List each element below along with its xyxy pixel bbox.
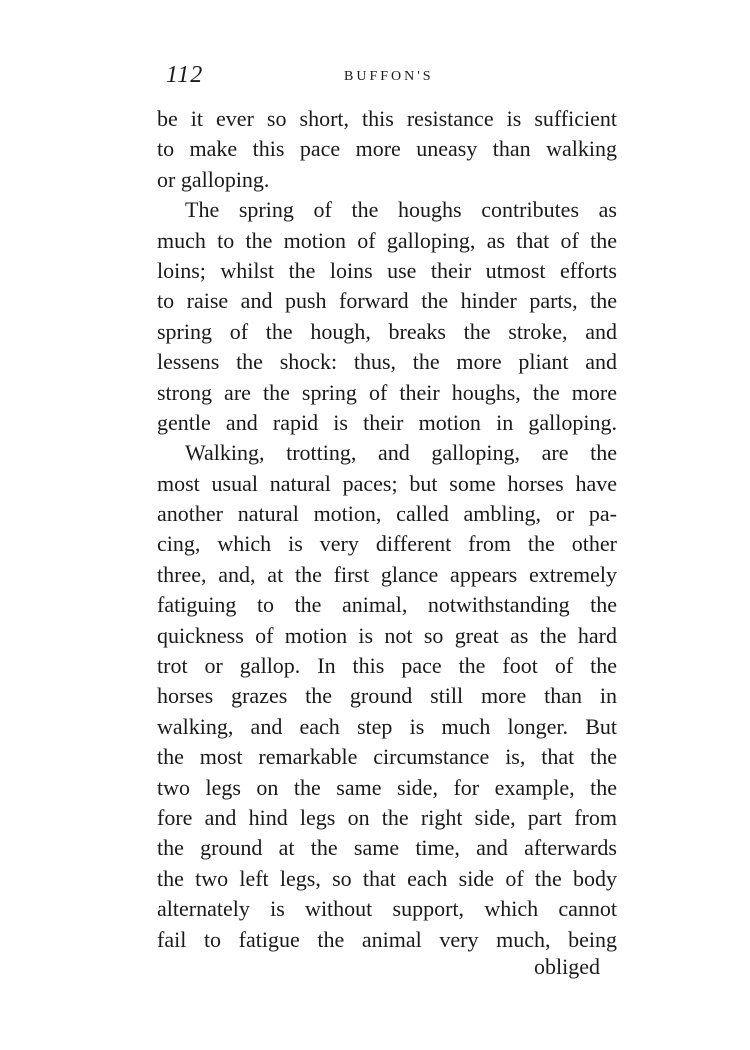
paragraph-first-line: The spring of the houghs contributes as <box>185 197 617 223</box>
text-line: quickness of motion is not so great as the hard <box>157 622 617 648</box>
text-line: fatiguing to the animal, notwithstanding the <box>157 592 617 618</box>
text-line: cing, which is very different from the other <box>157 531 617 557</box>
text-line: spring of the hough, breaks the stroke, and <box>157 318 617 344</box>
text-line: or galloping. <box>157 166 270 192</box>
text-line: walking, and each step is much longer. But <box>157 713 617 739</box>
text-line: two legs on the same side, for example, the <box>157 774 617 800</box>
text-line: to make this pace more uneasy than walking <box>157 136 617 162</box>
text-line: be it ever so short, this resistance is sufficient <box>157 106 617 131</box>
text-line: the ground at the same time, and afterwards <box>157 835 617 861</box>
text-line: horses grazes the ground still more than in <box>157 683 617 709</box>
text-line: loins; whilst the loins use their utmost efforts <box>157 257 617 283</box>
body-text <box>157 104 617 955</box>
text-line: three, and, at the first glance appears extremely <box>157 561 617 587</box>
text-line: the most remarkable circumstance is, that the <box>157 744 617 770</box>
text-line: another natural motion, called ambling, or pa- <box>157 501 617 527</box>
text-line: alternately is without support, which cannot <box>157 896 617 922</box>
text-line: fail to fatigue the animal very much, being <box>157 926 617 952</box>
running-head: BUFFON'S <box>344 69 434 84</box>
page-number: 112 <box>166 62 204 88</box>
text-line: the two left legs, so that each side of the body <box>157 865 617 891</box>
text-line: lessens the shock: thus, the more pliant and <box>157 349 617 375</box>
text-line: strong are the spring of their houghs, the more <box>157 379 617 405</box>
catchword: obliged <box>534 954 600 979</box>
text-line: much to the motion of galloping, as that of the <box>157 227 617 253</box>
paragraph-first-line: Walking, trotting, and galloping, are the <box>185 440 617 466</box>
page-header <box>166 62 616 92</box>
text-line: most usual natural paces; but some horses have <box>157 470 617 496</box>
text-line: trot or gallop. In this pace the foot of the <box>157 653 617 679</box>
text-line: to raise and push forward the hinder parts, the <box>157 288 617 314</box>
text-line: gentle and rapid is their motion in galloping. <box>157 409 617 435</box>
text-line: fore and hind legs on the right side, part from <box>157 804 617 830</box>
